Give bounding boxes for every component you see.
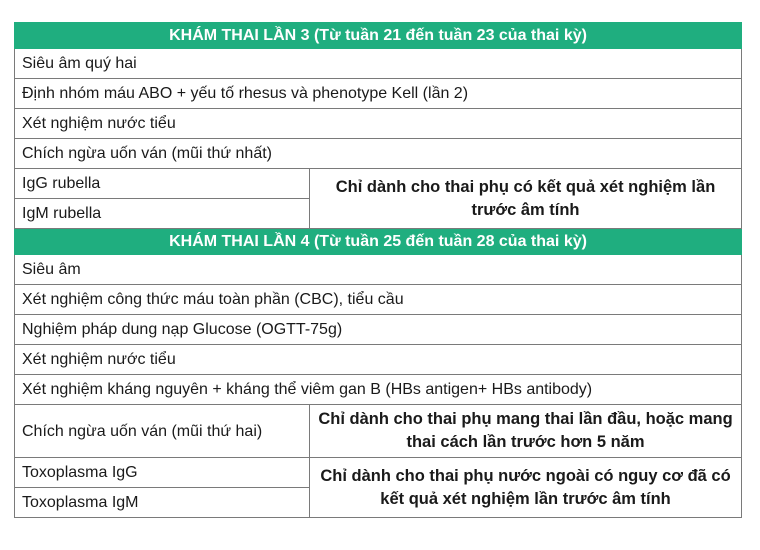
table-row: Siêu âm xyxy=(15,255,742,285)
table-row: Xét nghiệm công thức máu toàn phần (CBC), tiểu cầu xyxy=(15,285,742,315)
table-row: Chích ngừa uốn ván (mũi thứ hai) xyxy=(15,405,310,458)
table-row: Nghiệm pháp dung nạp Glucose (OGTT-75g) xyxy=(15,315,742,345)
table-row: Xét nghiệm nước tiểu xyxy=(15,109,742,139)
table-row: IgM rubella xyxy=(15,199,310,229)
toxoplasma-note: Chỉ dành cho thai phụ nước ngoài có nguy cơ đã có kết quả xét nghiệm lần trước âm tính xyxy=(310,458,742,518)
visit-4-header: KHÁM THAI LẦN 4 (Từ tuần 25 đến tuần 28 của thai kỳ) xyxy=(15,229,742,255)
prenatal-visits-table xyxy=(14,22,742,518)
table-row: Chích ngừa uốn ván (mũi thứ nhất) xyxy=(15,139,742,169)
tetanus-note: Chỉ dành cho thai phụ mang thai lần đầu, hoặc mang thai cách lần trước hơn 5 năm xyxy=(310,405,742,458)
table-row: Siêu âm quý hai xyxy=(15,49,742,79)
table-row: Toxoplasma IgM xyxy=(15,488,310,518)
rubella-note: Chỉ dành cho thai phụ có kết quả xét nghiệm lần trước âm tính xyxy=(310,169,742,229)
table-row: Xét nghiệm nước tiểu xyxy=(15,345,742,375)
table-row: Toxoplasma IgG xyxy=(15,458,310,488)
table-row: Định nhóm máu ABO + yếu tố rhesus và phenotype Kell (lần 2) xyxy=(15,79,742,109)
table-row: Xét nghiệm kháng nguyên + kháng thể viêm gan B (HBs antigen+ HBs antibody) xyxy=(15,375,742,405)
visit-3-header: KHÁM THAI LẦN 3 (Từ tuần 21 đến tuần 23 của thai kỳ) xyxy=(15,23,742,49)
table-row: IgG rubella xyxy=(15,169,310,199)
